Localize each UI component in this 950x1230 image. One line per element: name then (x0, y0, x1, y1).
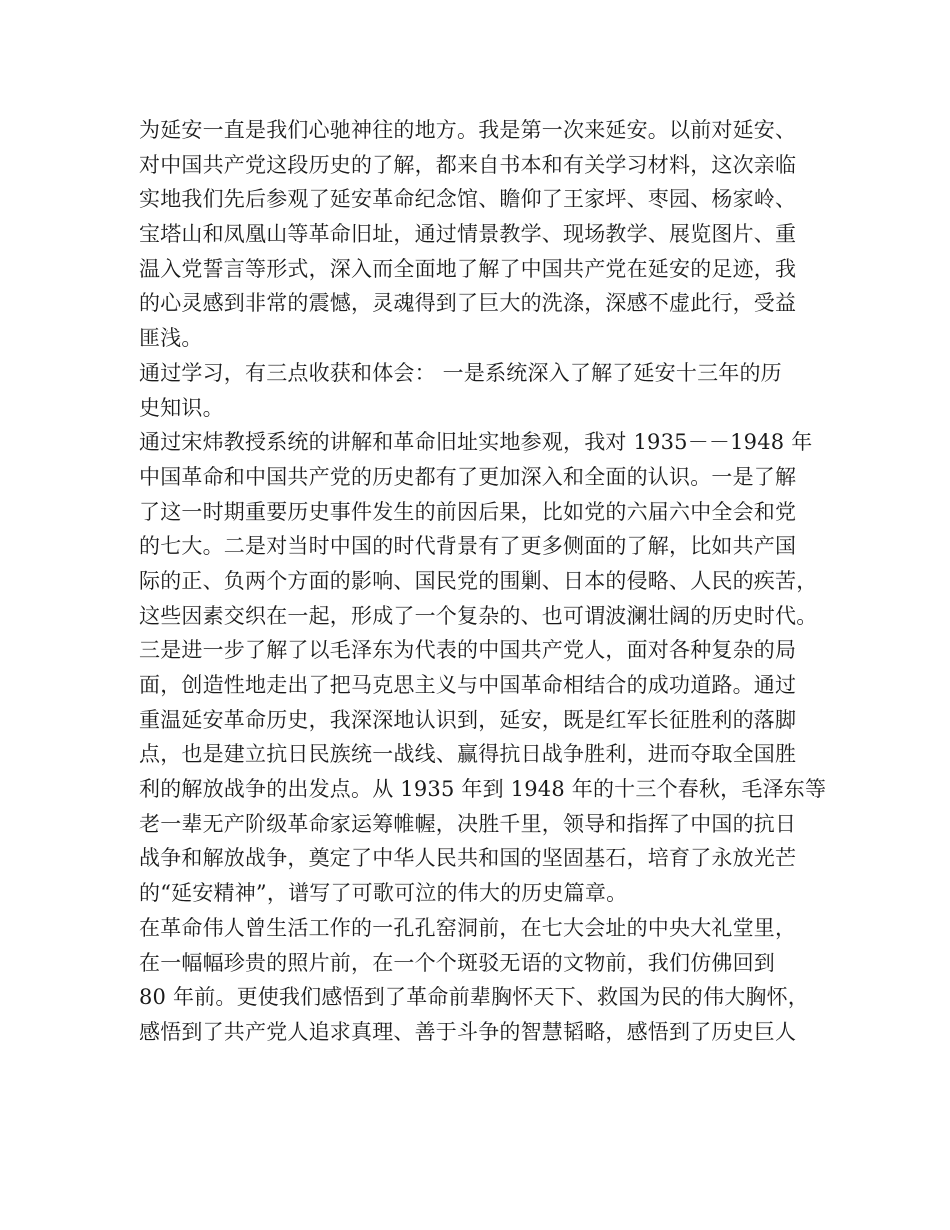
text-line: 宝塔山和凤凰山等革命旧址，通过情景教学、现场教学、展览图片、重 (139, 222, 797, 247)
text-line: 面，创造性地走出了把马克思主义与中国革命相结合的成功道路。通过 (139, 673, 797, 697)
text-line: 温入党誓言等形式，深入而全面地了解了中国共产党在延安的足迹，我 (139, 256, 797, 281)
text-line: 的“延安精神”，谱写了可歌可泣的伟大的历史篇章。 (139, 881, 628, 906)
text-line: 老一辈无产阶级革命家运筹帷幄，决胜千里，领导和指挥了中国的抗日 (139, 811, 797, 836)
text-line: 在一幅幅珍贵的照片前，在一个个斑驳无语的文物前，我们仿佛回到 (139, 950, 775, 975)
body-text (139, 113, 827, 1050)
text-line: 在革命伟人曾生活工作的一孔孔窑洞前，在七大会址的中央大礼堂里， (139, 915, 797, 940)
text-line: 际的正、负两个方面的影响、国民党的围剿、日本的侵略、人民的疾苦， (139, 568, 818, 593)
text-line: 了这一时期重要历史事件发生的前因后果，比如党的六届六中全会和党 (139, 499, 797, 524)
text-line: 对中国共产党这段历史的了解，都来自书本和有关学习材料，这次亲临 (139, 152, 797, 177)
text-line: 战争和解放战争，奠定了中华人民共和国的坚固基石，培育了永放光芒 (139, 846, 797, 871)
text-line: 感悟到了共产党人追求真理、善于斗争的智慧韬略，感悟到了历史巨人 (139, 1019, 797, 1044)
text-line: 实地我们先后参观了延安革命纪念馆、瞻仰了王家坪、枣园、杨家岭、 (139, 187, 797, 212)
text-line: 点，也是建立抗日民族统一战线、赢得抗日战争胜利，进而夺取全国胜 (139, 742, 797, 767)
text-line: 的心灵感到非常的震憾，灵魂得到了巨大的洗涤，深感不虚此行，受益 (139, 291, 797, 316)
text-line: 重温延安革命历史，我深深地认识到，延安，既是红军长征胜利的落脚 (139, 707, 797, 732)
text-line: 通过宋炜教授系统的讲解和革命旧址实地参观，我对 1935－－1948 年 (139, 430, 813, 455)
text-line: 这些因素交织在一起，形成了一个复杂的、也可谓波澜壮阔的历史时代。 (139, 603, 818, 628)
text-line: 利的解放战争的出发点。从 1935 年到 1948 年的十三个春秋，毛泽东等 (139, 777, 827, 802)
text-line: 三是进一步了解了以毛泽东为代表的中国共产党人，面对各种复杂的局 (139, 638, 797, 663)
text-line: 为延安一直是我们心驰神往的地方。我是第一次来延安。以前对延安、 (139, 118, 797, 142)
text-line: 的七大。二是对当时中国的时代背景有了更多侧面的了解，比如共产国 (139, 534, 797, 559)
text-line: 史知识。 (139, 395, 224, 420)
text-line: 匪浅。 (139, 326, 203, 351)
text-line: 通过学习，有三点收获和体会： 一是系统深入了解了延安十三年的历 (139, 360, 782, 385)
text-line: 80 年前。更使我们感悟到了革命前辈胸怀天下、救国为民的伟大胸怀， (139, 985, 809, 1010)
text-line: 中国革命和中国共产党的历史都有了更加深入和全面的认识。一是了解 (139, 464, 797, 489)
